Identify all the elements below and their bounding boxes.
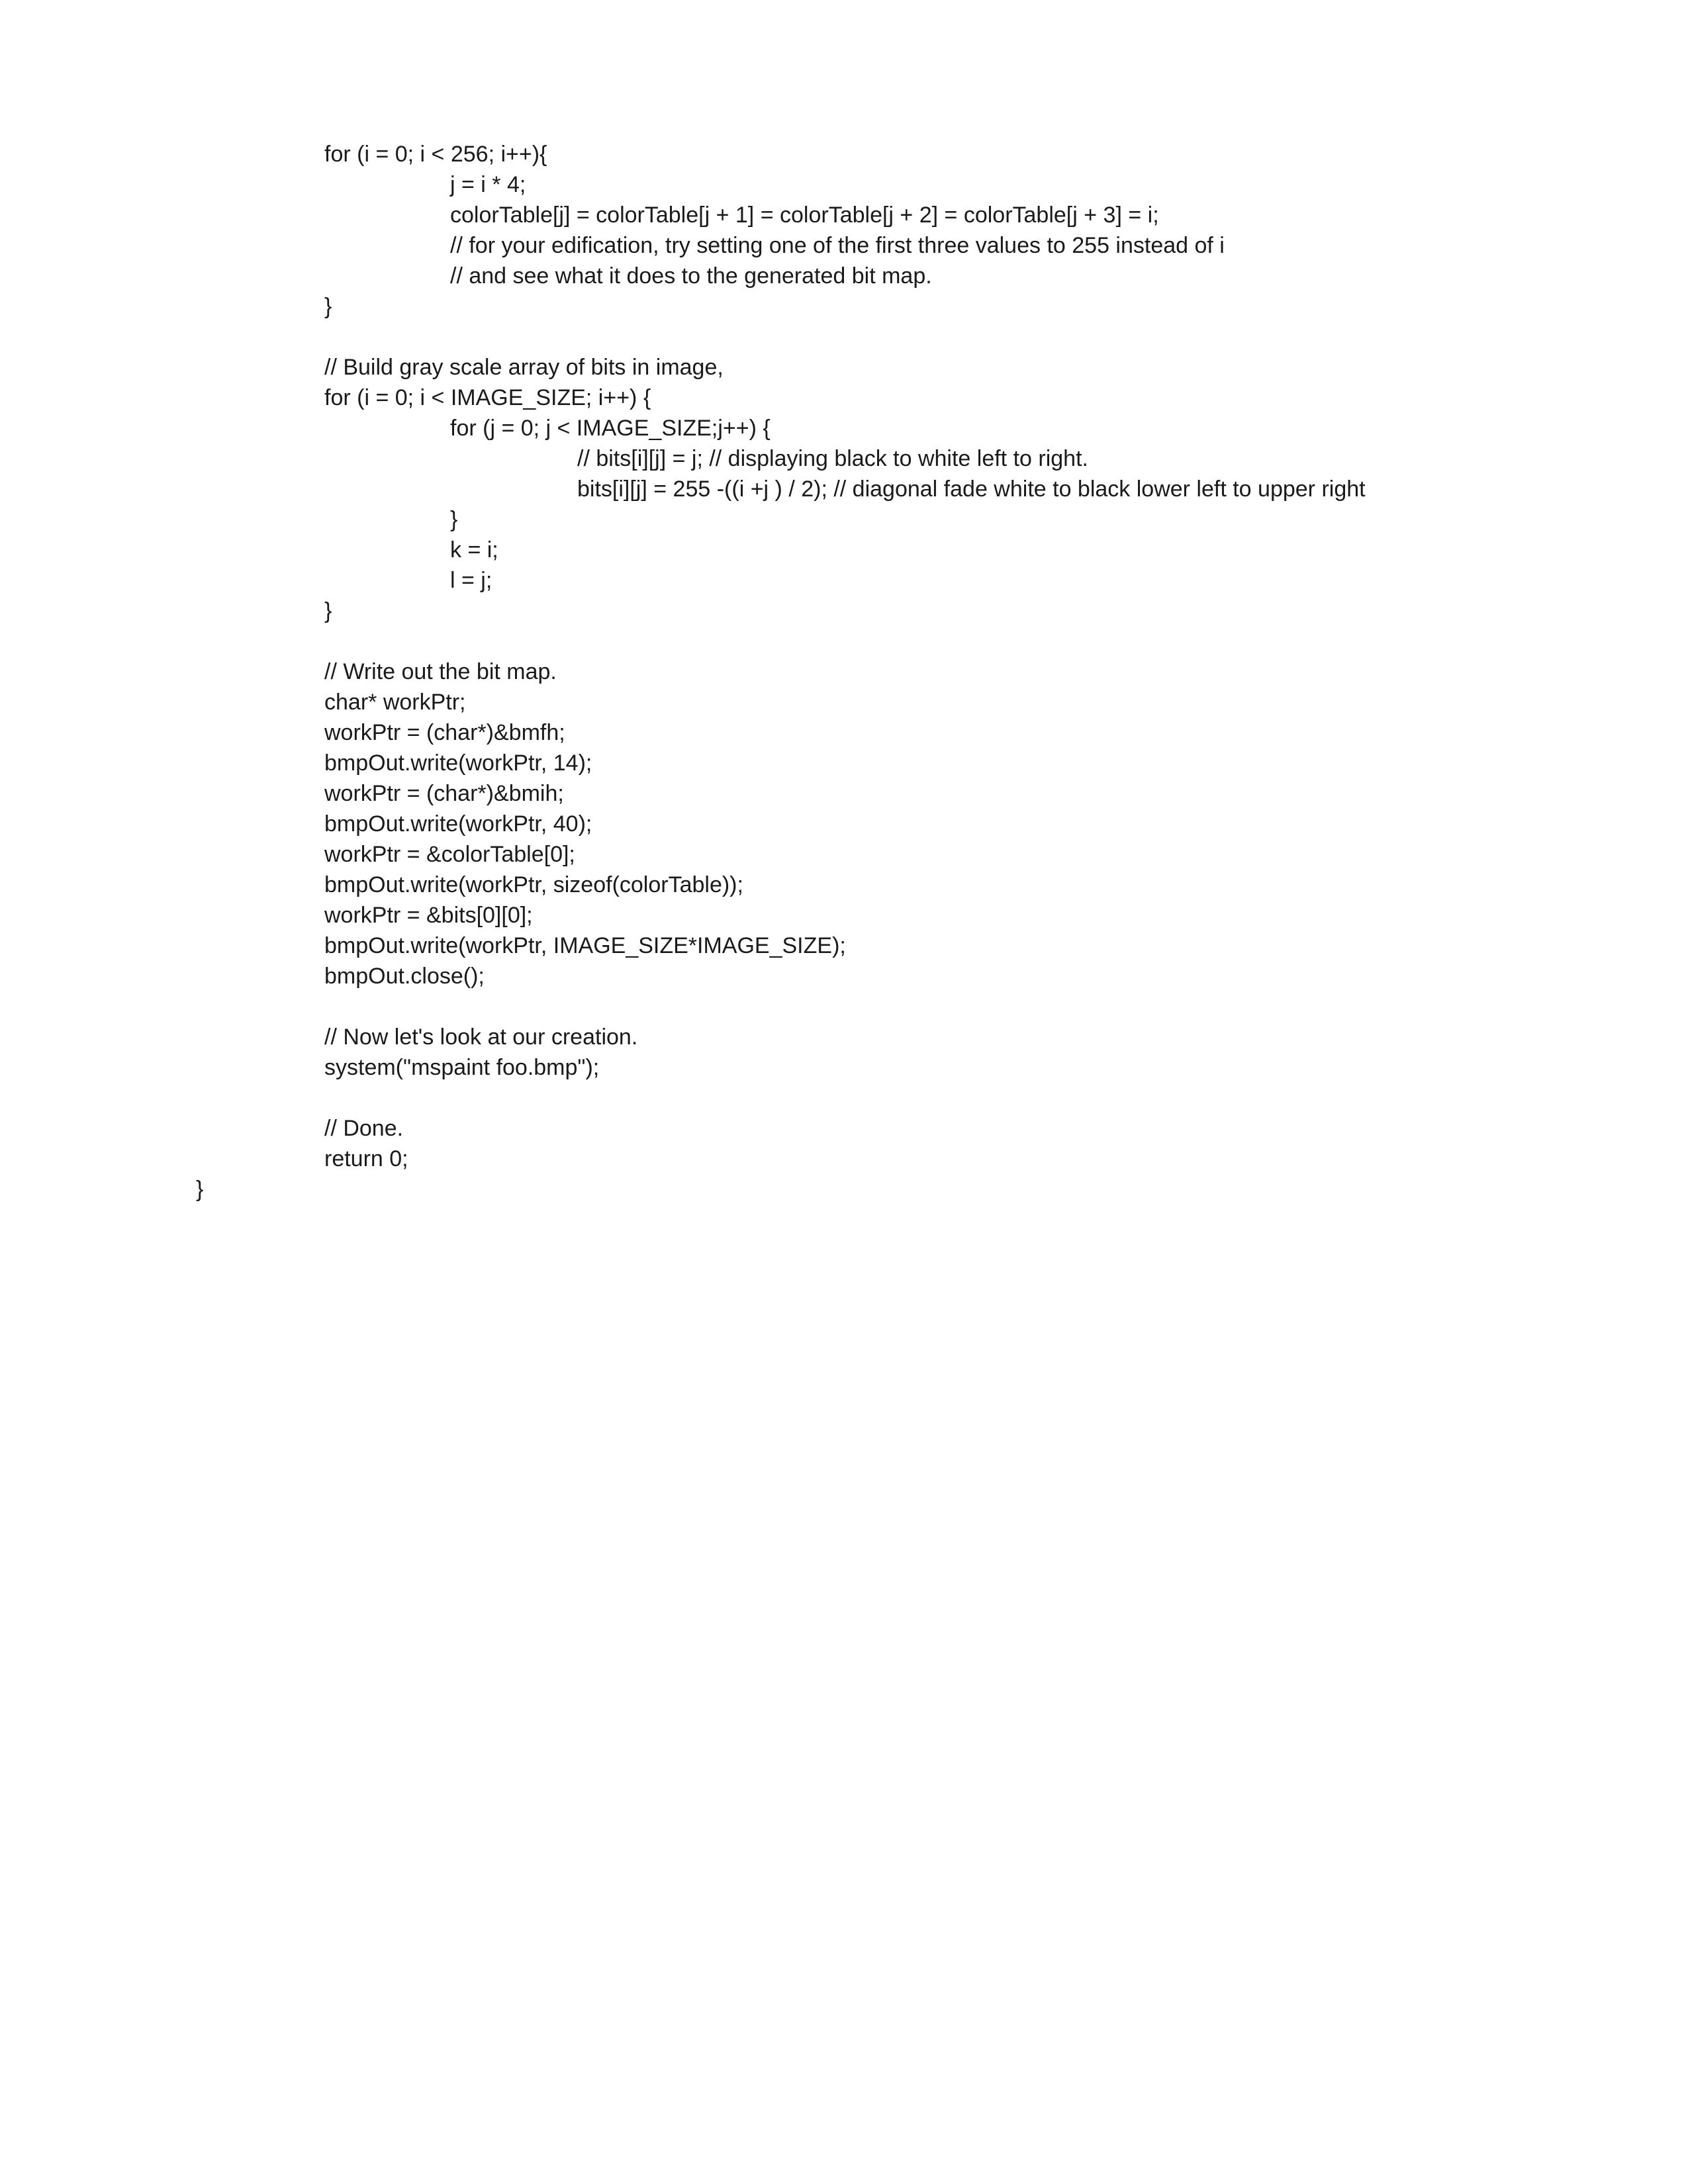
code-line: bits[i][j] = 255 -((i +j ) / 2); // diagonal fade white to black lower left to upper right: [577, 477, 1366, 502]
code-line: bmpOut.write(workPtr, 14);: [324, 751, 592, 776]
code-line: workPtr = (char*)&bmih;: [324, 781, 564, 806]
code-line: workPtr = &bits[0][0];: [324, 903, 533, 928]
code-line: for (i = 0; i < IMAGE_SIZE; i++) {: [324, 385, 651, 410]
code-line: workPtr = &colorTable[0];: [324, 842, 575, 867]
code-line: colorTable[j] = colorTable[j + 1] = colorTable[j + 2] = colorTable[j + 3] = i;: [450, 203, 1159, 228]
code-comment-line: // Done.: [324, 1116, 404, 1141]
code-line: k = i;: [450, 537, 498, 563]
code-comment-line: // for your edification, try setting one of the first three values to 255 instead of i: [450, 233, 1225, 258]
code-comment-line: // Build gray scale array of bits in image,: [324, 355, 724, 380]
code-line: }: [450, 507, 458, 532]
code-line: return 0;: [324, 1146, 408, 1171]
code-line: for (j = 0; j < IMAGE_SIZE;j++) {: [450, 416, 771, 441]
code-line: bmpOut.write(workPtr, sizeof(colorTable));: [324, 872, 743, 897]
code-comment-line: // and see what it does to the generated bit map.: [450, 263, 932, 289]
code-line: l = j;: [450, 568, 492, 593]
code-line: j = i * 4;: [450, 172, 526, 197]
code-comment-line: // Now let's look at our creation.: [324, 1024, 638, 1050]
code-line: for (i = 0; i < 256; i++){: [324, 142, 547, 167]
code-line: system("mspaint foo.bmp");: [324, 1055, 600, 1080]
code-line: bmpOut.close();: [324, 964, 485, 989]
code-line: }: [324, 294, 332, 319]
code-comment-line: // bits[i][j] = j; // displaying black to white left to right.: [577, 446, 1088, 471]
code-line: bmpOut.write(workPtr, IMAGE_SIZE*IMAGE_SIZE);: [324, 933, 846, 958]
code-line: }: [324, 598, 332, 623]
code-line: bmpOut.write(workPtr, 40);: [324, 811, 592, 837]
code-line: char* workPtr;: [324, 690, 466, 715]
code-comment-line: // Write out the bit map.: [324, 659, 557, 684]
code-line: workPtr = (char*)&bmfh;: [324, 720, 565, 745]
code-line: }: [196, 1177, 204, 1202]
